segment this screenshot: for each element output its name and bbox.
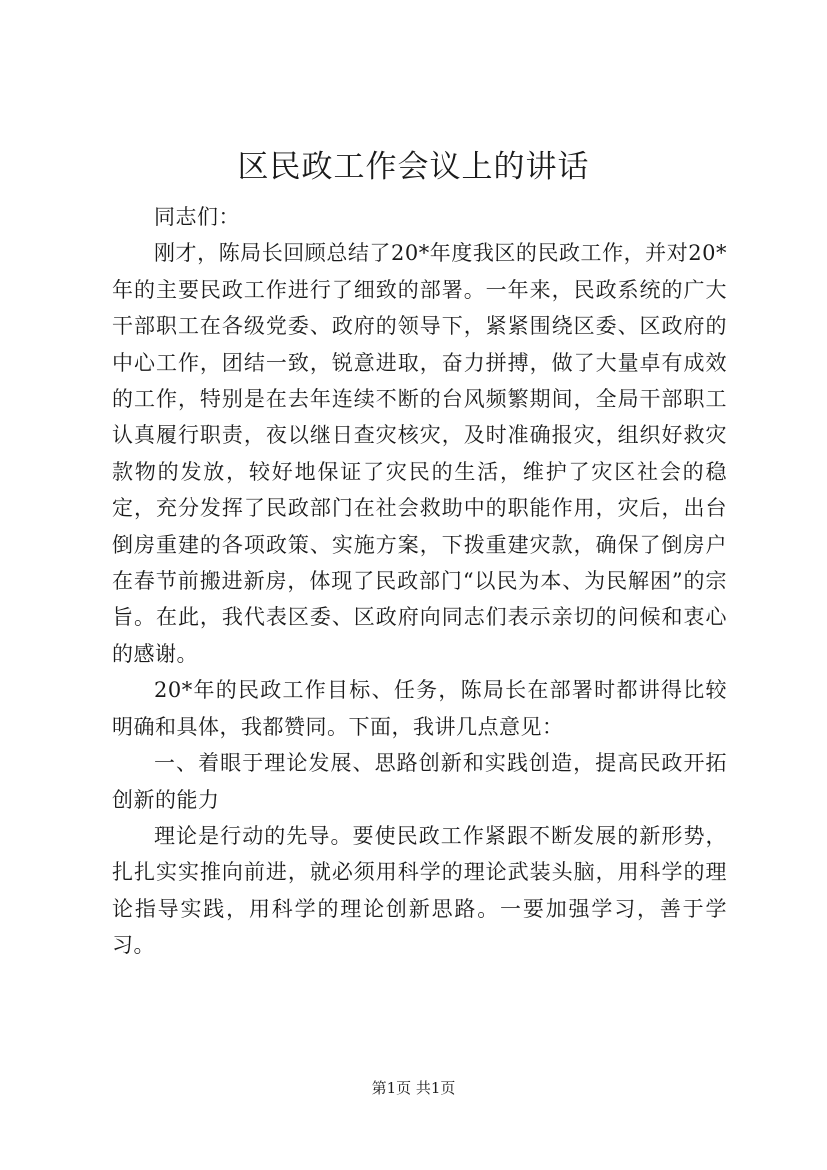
page-footer: 第1页 共1页 (371, 1079, 456, 1097)
salutation: 同志们： (154, 205, 240, 229)
document-body (112, 199, 727, 964)
paragraph-1: 刚才，陈局长回顾总结了20*年度我区的民政工作，并对20*年的主要民政工作进行了细致的部署。一年来，民政系统的广大干部职工在各级党委、政府的领导下，紧紧围绕区委、区政府的中心工作，团结一致，锐意进取，奋力拼搏，做了大量卓有成效的工作，特别是在去年连续不断的台风频繁期间，全局干部职工认真履行职责，夜以继日查灾核灾，及时准确报灾，组织好救灾款物的发放，较好地保证了灾民的生活，维护了灾区社会的稳定，充分发挥了民政部门在社会救助中的职能作用，灾后，出台倒房重建的各项政策、实施方案，下拨重建灾款，确保了倒房户在春节前搬进新房，体现了民政部门“以民为本、为民解困”的宗旨。在此，我代表区委、区政府向同志们表示亲切的问候和衷心的感谢。 (112, 241, 727, 666)
paragraph-3: 理论是行动的先导。要使民政工作紧跟不断发展的新形势，扎扎实实推向前进，就必须用科学的理论武装头脑，用科学的理论指导实践，用科学的理论创新思路。一要加强学习，善于学习。 (112, 823, 727, 958)
section-heading-1: 一、着眼于理论发展、思路创新和实践创造，提高民政开拓创新的能力 (112, 751, 727, 812)
document-title: 区民政工作会议上的讲话 (237, 149, 590, 185)
paragraph-2: 20*年的民政工作目标、任务，陈局长在部署时都讲得比较明确和具体，我都赞同。下面，我讲几点意见： (112, 678, 727, 739)
